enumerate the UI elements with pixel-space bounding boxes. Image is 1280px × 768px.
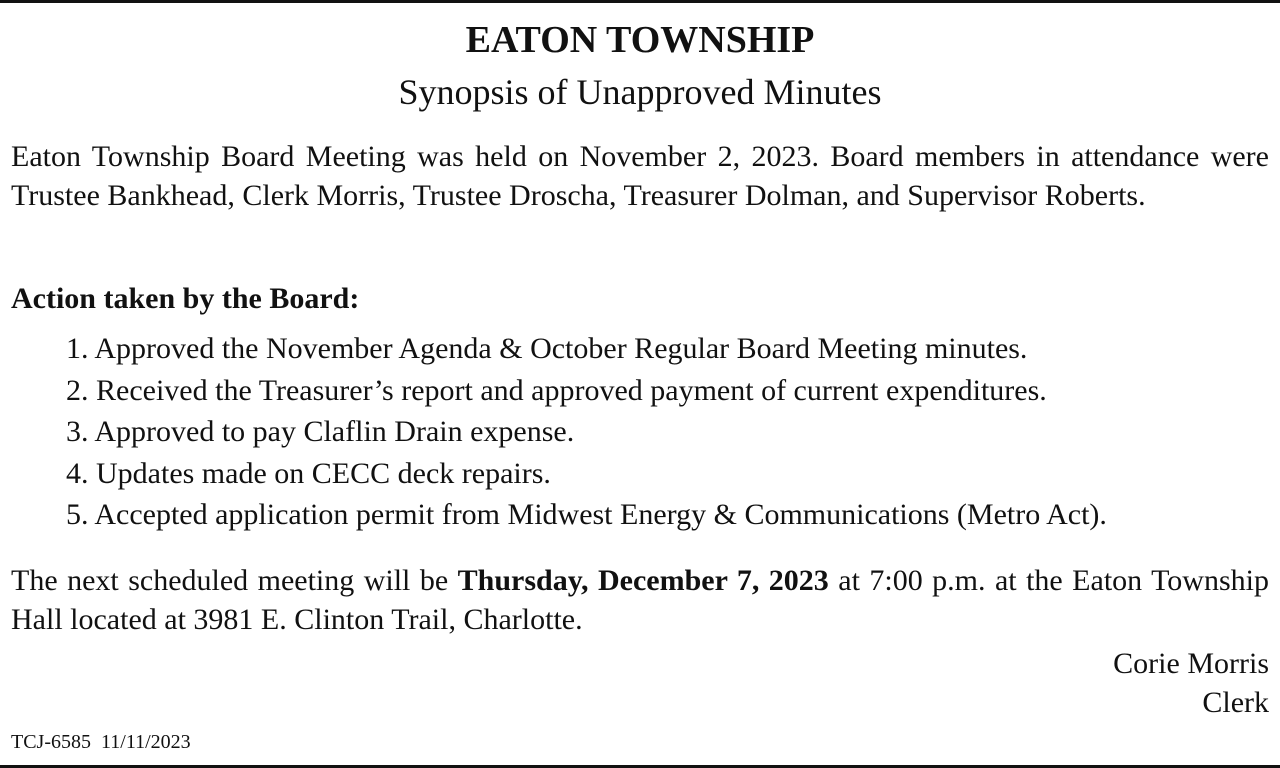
action-item: 3. Approved to pay Claflin Drain expense. — [66, 415, 575, 448]
action-item: 2. Received the Treasurer’s report and approved payment of current expenditures. — [66, 373, 1047, 407]
action-list — [66, 328, 1271, 536]
meeting-summary: Eaton Township Board Meeting was held on November 2, 2023. Board members in attendance were Trustee Bankhead, Clerk Morris, Trustee Droscha, Treasurer Dolman, and Supervisor Roberts. — [11, 140, 1269, 212]
page-subtitle: Synopsis of Unapproved Minutes — [398, 72, 882, 112]
action-heading: Action taken by the Board: — [11, 282, 360, 315]
publication-date: 11/11/2023 — [101, 731, 191, 753]
action-item: 1. Approved the November Agenda & October Regular Board Meeting minutes. — [66, 332, 1028, 365]
next-meeting-paragraph — [11, 561, 1269, 639]
next-meeting-date: Thursday, December 7, 2023 — [457, 564, 829, 597]
publication-reference — [11, 730, 191, 754]
action-item: 5. Accepted application permit from Midwest Energy & Communications (Metro Act). — [66, 498, 1107, 531]
next-meeting-prefix: The next scheduled meeting will be — [11, 564, 458, 597]
signature-block — [1113, 644, 1269, 722]
signer-title: Clerk — [1202, 686, 1269, 719]
page-title: EATON TOWNSHIP — [465, 19, 815, 61]
signer-name: Corie Morris — [1113, 647, 1269, 680]
action-item: 4. Updates made on CECC deck repairs. — [66, 456, 551, 490]
next-meeting-suffix: at 7:00 p.m. at the Eaton Township Hall located at 3981 E. Clinton Trail, Charlotte. — [11, 564, 1269, 636]
reference-code: TCJ-6585 — [11, 731, 91, 753]
